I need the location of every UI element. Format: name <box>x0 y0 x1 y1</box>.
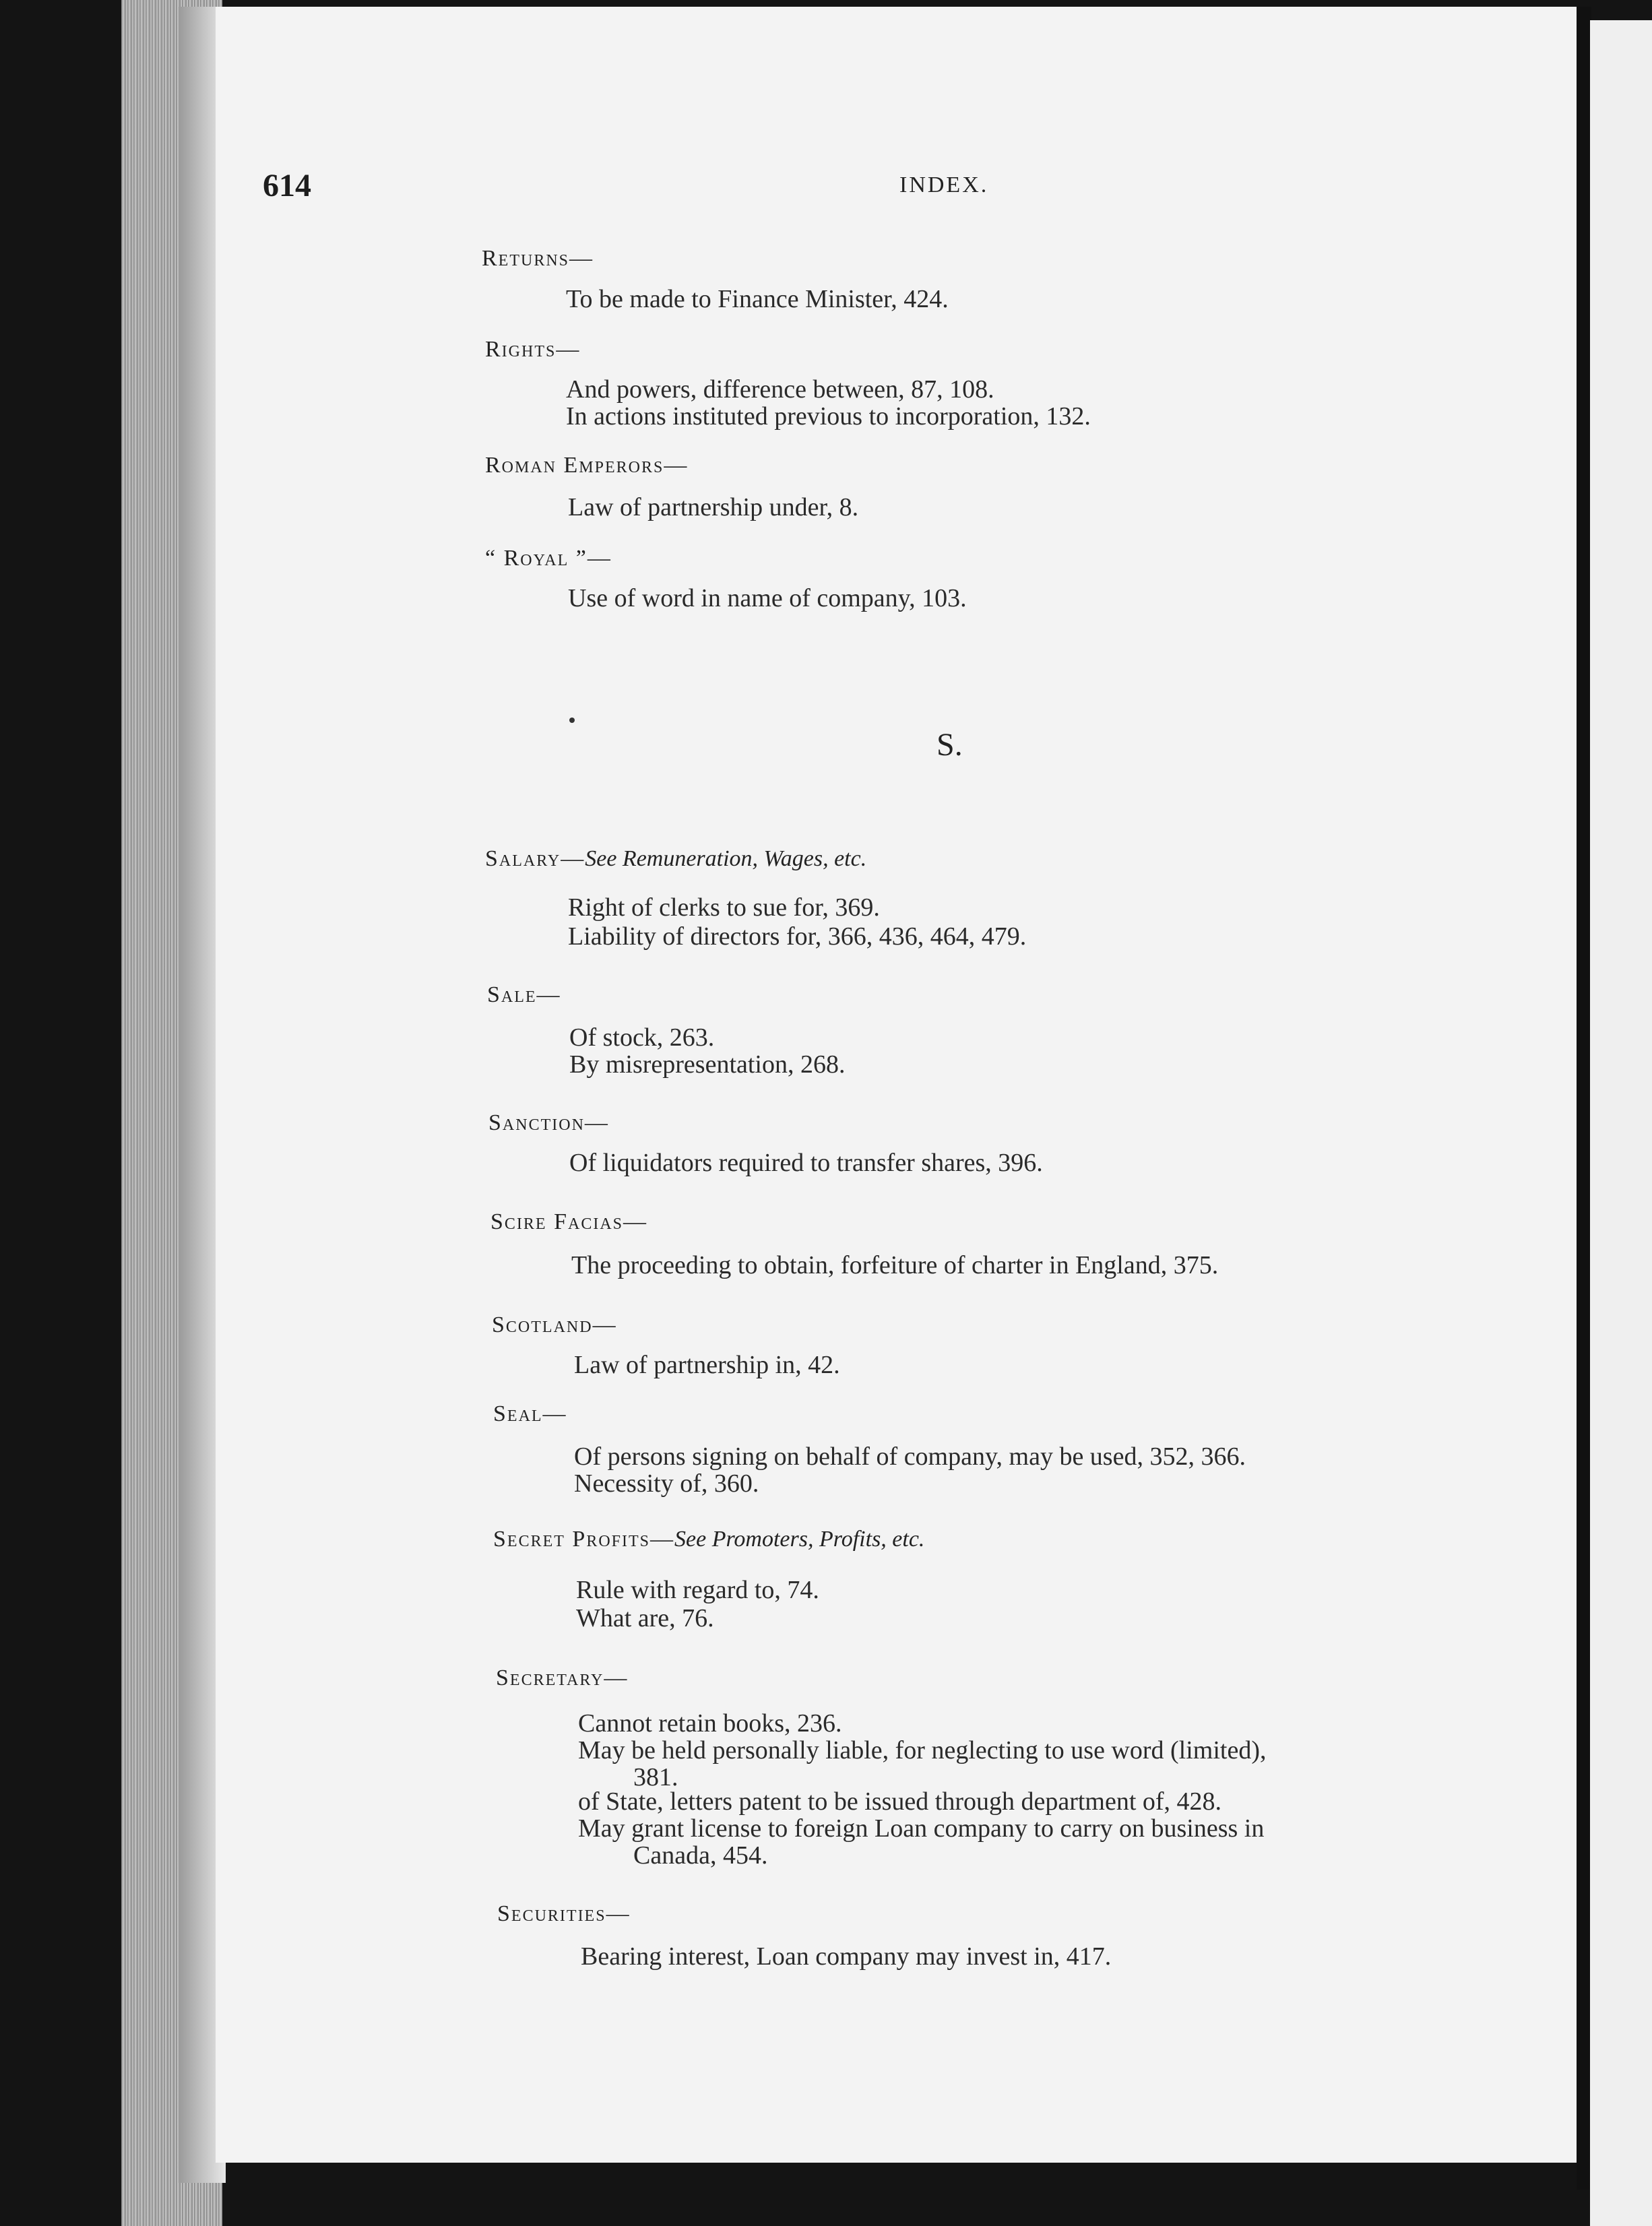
stray-ink-dot <box>569 718 575 723</box>
index-line: By misrepresentation, 268. <box>569 1050 846 1079</box>
index-heading-scotland: Scotland— <box>492 1312 617 1337</box>
index-heading-salary <box>485 846 866 872</box>
index-line: Use of word in name of company, 103. <box>568 584 967 612</box>
index-line: Bearing interest, Loan company may invest in, 417. <box>581 1942 1112 1971</box>
see-also-reference: See Remuneration, Wages, etc. <box>585 846 867 871</box>
facing-page <box>1590 20 1652 2226</box>
index-heading-royal: “ Royal ”— <box>485 546 612 571</box>
index-heading-secret-profits <box>493 1527 924 1552</box>
index-heading-secretary: Secretary— <box>496 1665 629 1690</box>
index-line: 381. <box>633 1763 678 1791</box>
index-heading-seal: Seal— <box>493 1401 567 1426</box>
facing-page-gutter <box>1577 7 1591 2190</box>
heading-text: Secret Profits— <box>493 1527 675 1552</box>
index-line: Of persons signing on behalf of company, may be used, 352, 366. <box>574 1442 1246 1471</box>
index-line: What are, 76. <box>576 1604 714 1632</box>
index-line: Rule with regard to, 74. <box>576 1576 819 1604</box>
page-number: 614 <box>263 168 311 203</box>
index-line: Law of partnership in, 42. <box>574 1351 840 1379</box>
index-heading-sale: Sale— <box>487 982 561 1007</box>
index-line: To be made to Finance Minister, 424. <box>566 285 949 313</box>
index-heading-returns: Returns— <box>482 246 594 271</box>
index-line: And powers, difference between, 87, 108. <box>566 375 994 404</box>
index-line: May grant license to foreign Loan company to carry on business in <box>578 1814 1265 1843</box>
index-line: Law of partnership under, 8. <box>568 493 859 521</box>
index-heading-sanction: Sanction— <box>488 1110 609 1135</box>
index-line: The proceeding to obtain, forfeiture of charter in England, 375. <box>571 1251 1219 1279</box>
index-line: Necessity of, 360. <box>574 1469 759 1498</box>
index-line: Of liquidators required to transfer shares, 396. <box>569 1149 1043 1177</box>
see-also-reference: See Promoters, Profits, etc. <box>674 1527 925 1552</box>
index-heading-scire-facias: Scire Facias— <box>490 1209 647 1234</box>
index-line: Canada, 454. <box>633 1841 768 1870</box>
running-head: INDEX. <box>899 172 989 197</box>
index-line: Liability of directors for, 366, 436, 464, 479. <box>568 922 1027 951</box>
index-heading-roman-emperors: Roman Emperors— <box>485 453 689 478</box>
index-line: May be held personally liable, for neglecting to use word (limited), <box>578 1736 1267 1764</box>
index-line: Right of clerks to sue for, 369. <box>568 893 880 922</box>
index-heading-securities: Securities— <box>497 1901 631 1926</box>
index-line: of State, letters patent to be issued through department of, 428. <box>578 1787 1222 1816</box>
section-letter: S. <box>936 727 963 763</box>
index-line: Of stock, 263. <box>569 1023 715 1052</box>
index-heading-rights: Rights— <box>485 337 581 362</box>
index-line: In actions instituted previous to incorporation, 132. <box>566 402 1091 431</box>
index-line: Cannot retain books, 236. <box>578 1709 842 1738</box>
heading-text: Salary— <box>485 846 585 871</box>
